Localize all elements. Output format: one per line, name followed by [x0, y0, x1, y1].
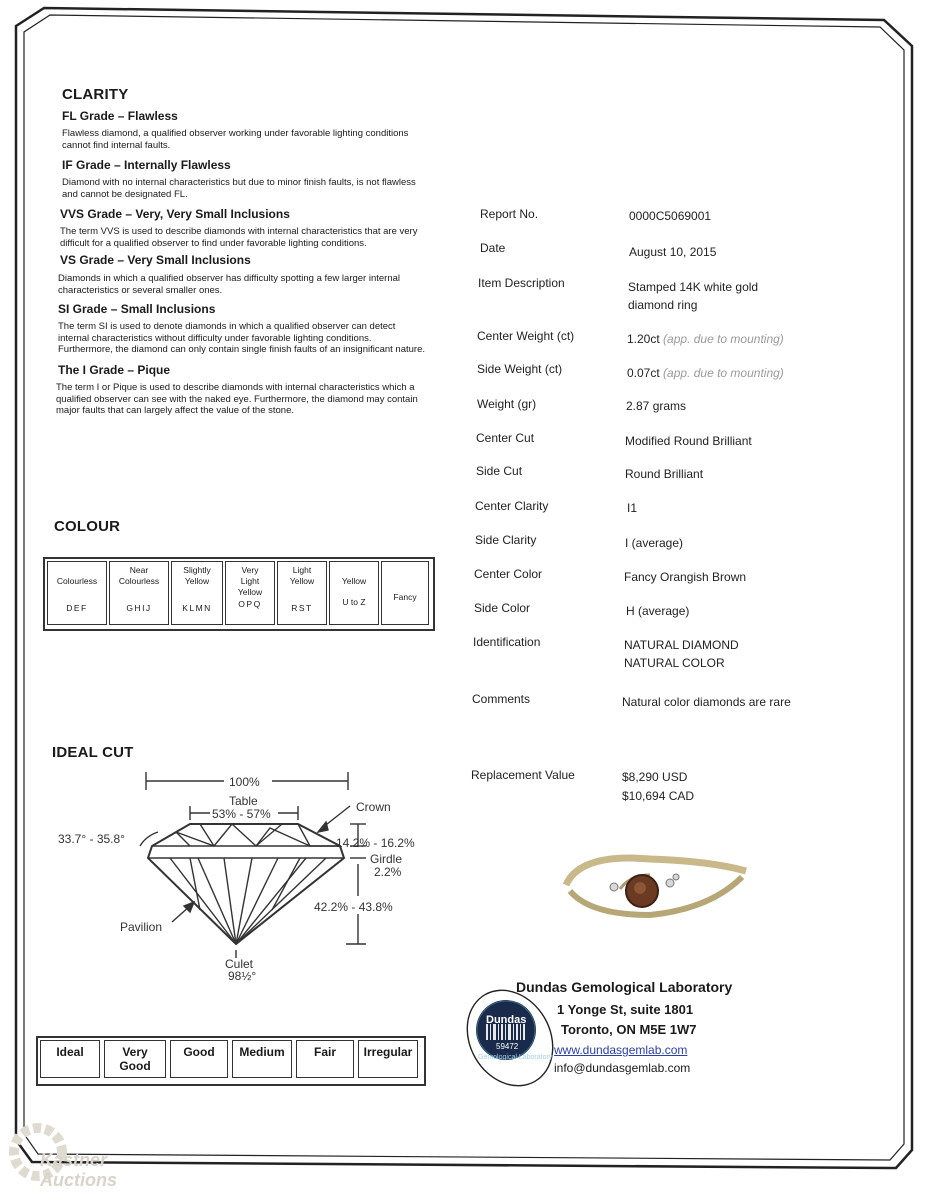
seal-text: Dundas: [486, 1014, 527, 1026]
colour-cell-near-colourless: Near Colourless GHIJ: [109, 561, 169, 625]
value-report-no: 0000C5069001: [629, 209, 712, 223]
clarity-title: CLARITY: [62, 86, 129, 103]
value-side-clarity: I (average): [625, 536, 684, 550]
label-crown-pct: 14.2% - 16.2%: [336, 836, 415, 850]
cut-grade-ideal: Ideal: [40, 1040, 100, 1078]
value-identification: NATURAL DIAMOND: [624, 638, 739, 652]
label-pavilion-pct: 42.2% - 43.8%: [314, 900, 393, 914]
seal-number: 59472: [496, 1042, 519, 1051]
label-replacement-value: Replacement Value: [471, 768, 575, 782]
value-replacement-usd: $8,290 USD: [622, 770, 688, 784]
value-center-cut: Modified Round Brilliant: [625, 434, 752, 448]
label-side-clarity: Side Clarity: [475, 533, 537, 547]
value-date: August 10, 2015: [629, 245, 717, 259]
label-crown-angle: 33.7° - 35.8°: [58, 832, 125, 846]
lab-email: info@dundasgemlab.com: [554, 1061, 691, 1075]
cut-grade-scale: [36, 1036, 426, 1086]
cut-grade-very-good: Very Good: [104, 1040, 166, 1078]
value-comments: Natural color diamonds are rare: [622, 695, 791, 709]
label-side-color: Side Color: [474, 601, 531, 615]
clarity-desc-i: The term I or Pique is used to describe diamonds with internal characteristics which a qualified observer can see with the naked eye. Furthermore, the diamond may contain major faults that can largely affect the value of the stone.: [56, 382, 418, 416]
colour-cell-light-yellow: Light Yellow RST: [277, 561, 327, 625]
label-pavilion: Pavilion: [120, 920, 163, 934]
value-side-color: H (average): [626, 604, 690, 618]
value-center-clarity: I1: [627, 501, 638, 515]
label-center-weight: Center Weight (ct): [477, 329, 575, 343]
label-item-description: Item Description: [478, 276, 565, 290]
clarity-desc-vs: Diamonds in which a qualified observer has difficulty spotting a few larger internal characteristics or several smaller ones.: [58, 273, 401, 296]
label-table: Table: [229, 794, 258, 808]
clarity-desc-fl: Flawless diamond, a qualified observer working under favorable lighting conditions cannot find internal faults.: [62, 128, 409, 151]
lab-address-2: Toronto, ON M5E 1W7: [561, 1022, 697, 1037]
value-center-color: Fancy Orangish Brown: [624, 570, 747, 584]
clarity-grade-si: SI Grade – Small Inclusions: [58, 302, 216, 316]
clarity-grade-i: The I Grade – Pique: [58, 363, 171, 377]
colour-cell-yellow: Yellow U to Z: [329, 561, 379, 625]
label-girdle: Girdle: [370, 852, 403, 866]
clarity-grade-if: IF Grade – Internally Flawless: [62, 158, 231, 172]
label-culet: Culet: [225, 957, 254, 971]
value-side-cut: Round Brilliant: [625, 467, 704, 481]
clarity-grade-vvs: VVS Grade – Very, Very Small Inclusions: [60, 207, 290, 221]
label-side-cut: Side Cut: [476, 464, 523, 478]
lab-address-1: 1 Yonge St, suite 1801: [557, 1002, 694, 1017]
label-report-no: Report No.: [480, 207, 539, 221]
label-side-weight: Side Weight (ct): [477, 362, 563, 376]
cut-grade-good: Good: [170, 1040, 228, 1078]
colour-cell-fancy: Fancy: [381, 561, 429, 625]
label-table-pct: 53% - 57%: [212, 807, 271, 821]
ring-photo: [560, 845, 760, 925]
cut-grade-fair: Fair: [296, 1040, 354, 1078]
clarity-desc-vvs: The term VVS is used to describe diamonds with internal characteristics that are very difficult for a qualified observer to find under favorable lighting conditions.: [60, 226, 418, 249]
label-comments: Comments: [472, 692, 531, 706]
clarity-desc-si: The term SI is used to denote diamonds in which a qualified observer can detect internal characteristics without difficulty under favorable lighting conditions. Furthermore, the diamond can only contain single finish faults of an insignificant nature.: [58, 321, 426, 355]
label-width-pct: 100%: [229, 775, 260, 789]
note-side-weight: (app. due to mounting): [663, 366, 784, 380]
label-culet-angle: 98½°: [228, 969, 257, 983]
label-center-cut: Center Cut: [476, 431, 535, 445]
watermark-text: Kastner Auctions: [40, 1150, 118, 1190]
note-center-weight: (app. due to mounting): [663, 332, 784, 346]
label-identification: Identification: [473, 635, 541, 649]
lab-name: Dundas Gemological Laboratory: [516, 979, 733, 995]
colour-cell-slightly-yellow: Slightly Yellow KLMN: [171, 561, 223, 625]
lab-website-link[interactable]: www.dundasgemlab.com: [554, 1043, 688, 1057]
value-center-weight: 1.20ct (app. due to mounting): [627, 332, 784, 346]
clarity-grade-fl: FL Grade – Flawless: [62, 109, 178, 123]
label-weight-gr: Weight (gr): [477, 397, 537, 411]
label-date: Date: [480, 241, 506, 255]
value-side-weight: 0.07ct (app. due to mounting): [627, 366, 784, 380]
value-replacement-cad: $10,694 CAD: [622, 789, 695, 803]
clarity-grade-vs: VS Grade – Very Small Inclusions: [60, 253, 251, 267]
label-center-color: Center Color: [474, 567, 543, 581]
value-identification-2: NATURAL COLOR: [624, 656, 725, 670]
label-center-clarity: Center Clarity: [475, 499, 549, 513]
lab-seal: [466, 972, 556, 1106]
cut-grade-irregular: Irregular: [358, 1040, 418, 1078]
label-crown: Crown: [356, 800, 391, 814]
colour-cell-very-light-yellow: Very Light Yellow OPQ: [225, 561, 275, 625]
value-weight-gr: 2.87 grams: [626, 399, 687, 413]
colour-cell-colourless: Colourless DEF: [47, 561, 107, 625]
cut-grade-medium: Medium: [232, 1040, 292, 1078]
clarity-desc-if: Diamond with no internal characteristics but due to minor finish faults, is not flawless and cannot be designated FL.: [62, 177, 416, 200]
value-item-description: Stamped 14K white gold diamond ring: [628, 280, 759, 312]
seal-arc-text: Gemological Laboratory: [478, 1054, 553, 1061]
label-girdle-pct: 2.2%: [374, 865, 402, 879]
colour-title: COLOUR: [54, 518, 121, 535]
ideal-cut-title: IDEAL CUT: [52, 744, 134, 761]
